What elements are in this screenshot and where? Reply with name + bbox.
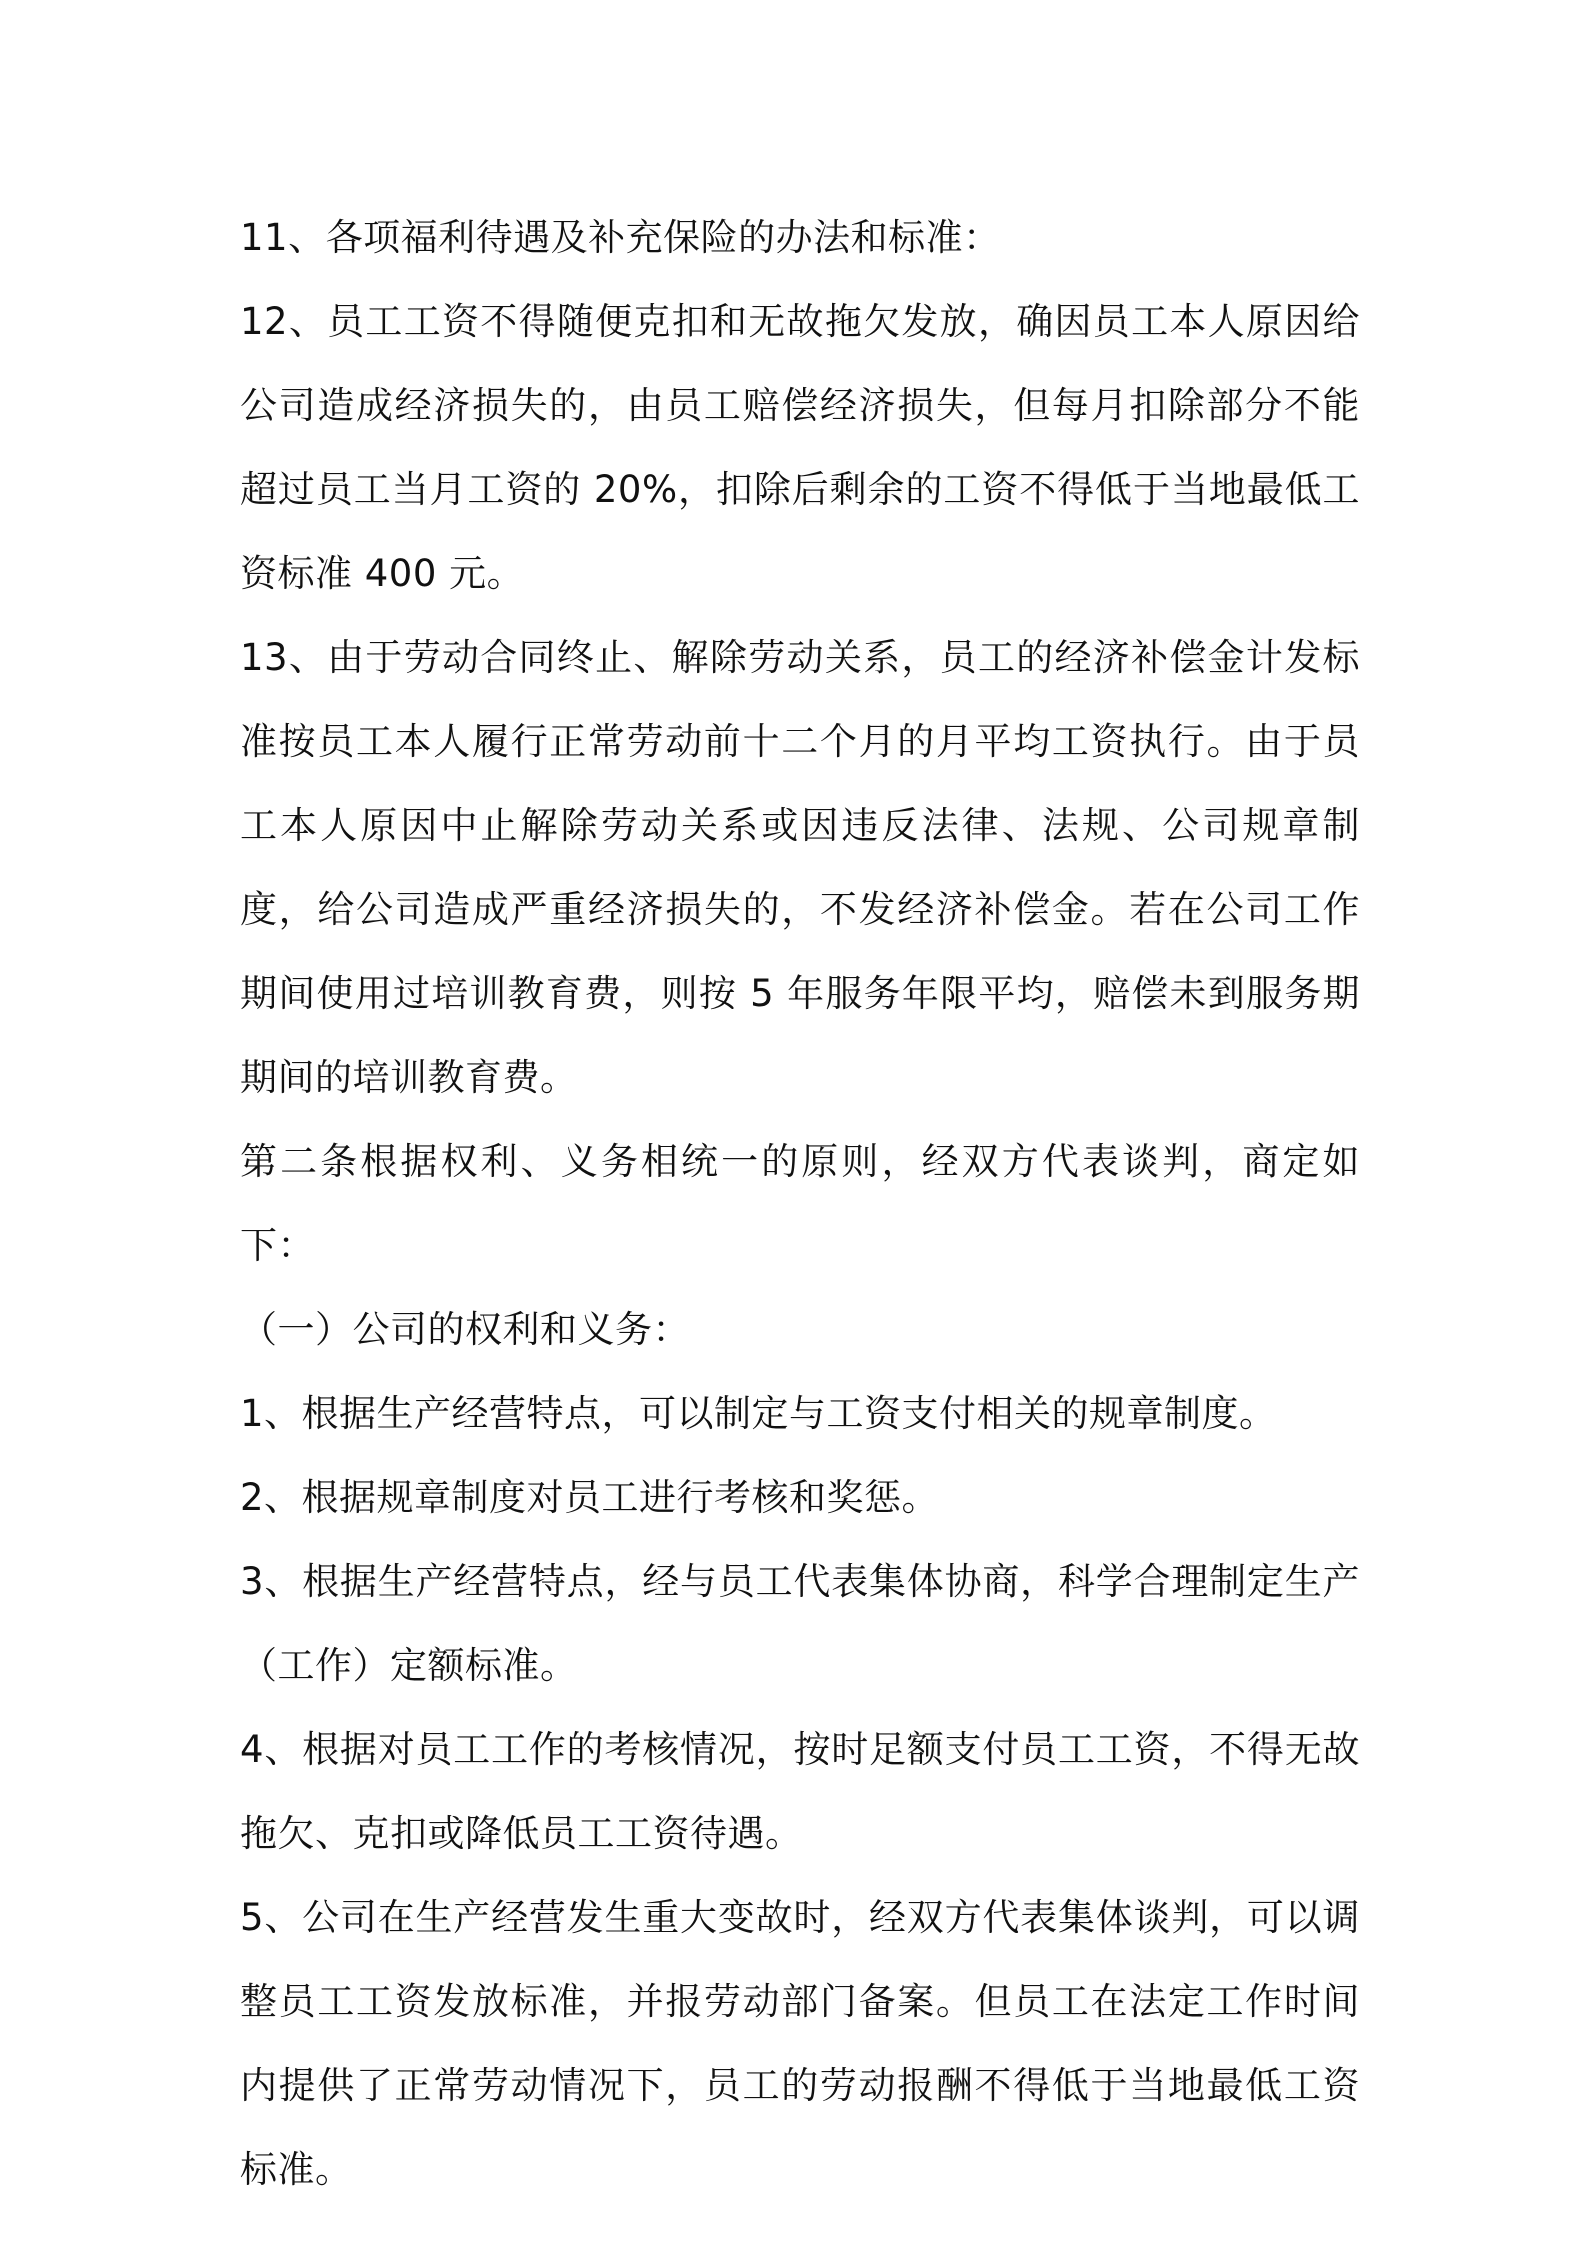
list-item-3: 3、根据生产经营特点，经与员工代表集体协商，科学合理制定生产（工作）定额标准。 xyxy=(240,1560,1360,1687)
paragraph-item-13: 13、由于劳动合同终止、解除劳动关系，员工的经济补偿金计发标准按员工本人履行正常劳动前十二个月的月平均工资执行。由于员工本人原因中止解除劳动关系或因违反法律、法规、公司规章制度，给公司造成严重经济损失的，不发经济补偿金。若在公司工作期间使用过培训教育费，则按 5 年服务年限平均，赔偿未到服务期期间的培训教育费。 xyxy=(240,636,1360,1099)
list-item-1: 1、根据生产经营特点，可以制定与工资支付相关的规章制度。 xyxy=(240,1392,1277,1435)
paragraph-item-11: 11、各项福利待遇及补充保险的办法和标准： xyxy=(240,216,1001,259)
section-heading-company-rights: （一）公司的权利和义务： xyxy=(240,1308,690,1351)
list-item-5: 5、公司在生产经营发生重大变故时，经双方代表集体谈判，可以调整员工工资发放标准，并报劳动部门备案。但员工在法定工作时间内提供了正常劳动情况下，员工的劳动报酬不得低于当地最低工资标准。 xyxy=(240,1896,1360,2191)
article-two-heading: 第二条根据权利、义务相统一的原则，经双方代表谈判，商定如下： xyxy=(240,1140,1360,1267)
list-item-4: 4、根据对员工工作的考核情况，按时足额支付员工工资，不得无故拖欠、克扣或降低员工工资待遇。 xyxy=(240,1728,1360,1855)
list-item-2: 2、根据规章制度对员工进行考核和奖惩。 xyxy=(240,1476,940,1519)
paragraph-item-12: 12、员工工资不得随便克扣和无故拖欠发放，确因员工本人原因给公司造成经济损失的，由员工赔偿经济损失，但每月扣除部分不能超过员工当月工资的 20%，扣除后剩余的工资不得低于当地最低工资标准 400 元。 xyxy=(240,300,1360,595)
document-body xyxy=(240,196,1360,2212)
